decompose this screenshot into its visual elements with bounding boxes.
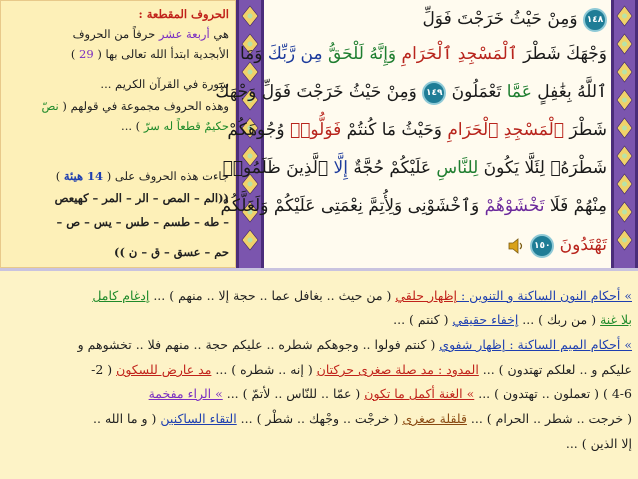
text: ( خرجت .. شطر .. الحرام ) ... <box>466 411 632 426</box>
rule-line-2 <box>6 309 632 331</box>
text: تَعْمَلُونَ <box>451 82 507 102</box>
text: الأبجدية ابتدأ الله تعالى بها ( <box>93 47 229 61</box>
ornament-border-right <box>611 0 638 268</box>
text: – طه – طسم – طس – يس – ص – <box>56 215 229 229</box>
text: ( من ربك ) ... <box>518 312 601 327</box>
panel-line-2 <box>5 47 229 62</box>
panel-line-5 <box>5 119 229 134</box>
text: حرفاً من الحروف <box>72 27 159 41</box>
text: جاءت هذه الحروف على ( <box>103 169 229 183</box>
verse-line-1 <box>268 4 607 34</box>
rule-name: التقاء الساكنين <box>160 411 237 426</box>
text: عَلَيْكُمْ حُجَّةٌ <box>347 158 437 178</box>
panel-line-1 <box>5 27 229 42</box>
panel-line-6 <box>5 169 229 184</box>
text: شَطْرَ <box>564 120 607 140</box>
tajweed-text: إِلَّا <box>333 158 348 178</box>
verse-number-149-icon: ١٤٩ <box>422 81 446 105</box>
rule-name: إدغام كامل <box>92 288 150 303</box>
verse-line-5 <box>222 152 607 184</box>
text: مِنْهُمْ فَلَا <box>544 196 607 216</box>
text: هي <box>209 27 229 41</box>
text: شَطْرَهُۥ لِئَلَّا يَكُونَ <box>478 158 607 178</box>
panel-line-8 <box>5 215 229 230</box>
text: ( خرجْت .. وجْهك .. شطْر ) ... <box>236 411 403 426</box>
rule-name: » الراء مفخمة <box>148 386 223 401</box>
rule-heading: المدود : <box>433 362 479 377</box>
tajweed-rules-panel <box>0 268 638 479</box>
text: ٱلَّذِينَ ظَلَمُوا۟ <box>222 158 334 178</box>
rule-line-7 <box>6 433 632 455</box>
text: ( من حيث .. بغافل عما .. حجة إلا .. منهم ) ... <box>149 288 396 303</box>
rule-name: بلا غنة <box>600 312 632 327</box>
text: إلا الذين ) ... <box>565 436 632 451</box>
tajweed-text: لِلنَّاسِ <box>436 158 479 178</box>
text: وَمَا <box>239 44 268 64</box>
panel-line-3 <box>5 77 229 92</box>
rule-line-6 <box>6 408 632 430</box>
highlight-phrase: نصّ <box>41 99 59 113</box>
rule-name: قلقلة صغرى <box>402 411 467 426</box>
text: ( إنه .. شطره ) ... <box>211 362 317 377</box>
highlight-count: أربعة عشر <box>158 27 210 41</box>
text: ( 2- <box>91 362 117 377</box>
text: ٱللَّهُ بِغَٰفِلٍ <box>531 82 607 102</box>
rule-heading: » أحكام النون الساكنة و التنوين : <box>457 288 632 303</box>
highlight-phrase: حكيمٌ قطعاً له سرّ <box>143 119 229 133</box>
text: ( و ما الله .. <box>93 411 161 426</box>
text: وُجُوهَكُمْ <box>227 120 290 140</box>
verse-number-148-icon: ١٤٨ <box>583 8 607 32</box>
panel-line-7 <box>5 191 229 206</box>
tajweed-text: ٱلْمَسْجِدِ ٱلْحَرَامِ <box>401 44 518 64</box>
rule-heading: » أحكام الميم الساكنة : <box>505 337 632 352</box>
rule-line-1 <box>6 285 632 307</box>
highlight-count: 14 هيئة <box>63 169 104 183</box>
verse-line-3 <box>215 76 607 108</box>
tajweed-text: تَهْتَدُونَ <box>559 235 607 255</box>
rule-name: مد عارض للسكون <box>116 362 212 377</box>
tajweed-text: ٱلْمَسْجِدِ ٱلْحَرَامِ <box>447 120 565 140</box>
panel-title <box>5 7 229 22</box>
text: وَحَيْثُ مَا كُنتُمْ <box>341 120 448 140</box>
rule-line-3 <box>6 334 632 356</box>
text: ( كنتم فولوا .. وجوهكم شطره .. عليكم حجة .. منهم فلا .. تخشوهم و <box>77 337 440 352</box>
text: وهذه الحروف مجموعة في قولهم ( <box>58 99 229 113</box>
text: 4-6 ) ( تعملون .. تهتدون ) ... <box>474 386 632 401</box>
verse-number-150-icon: ١٥٠ <box>530 234 554 258</box>
text: وَجْهَكَ شَطْرَ <box>517 44 607 64</box>
text: وَٱخْشَوْنِى وَلِأُتِمَّ نِعْمَتِى عَلَيْكُمْ وَلَعَلَّكُمْ <box>220 196 485 216</box>
tajweed-text: مِن رَّبِّكَ <box>267 44 323 64</box>
text: حم – عسق – ق – ن )) <box>114 245 229 259</box>
text: عليكم و .. لعلكم تهتدون ) ... <box>478 362 632 377</box>
rule-name: مد صلة صغرى حركتان <box>316 362 434 377</box>
panel-line-4 <box>5 99 229 114</box>
text: ( عمّا .. للنّاس .. لأتمّ ) ... <box>222 386 365 401</box>
tajweed-text: وَإِنَّهُ لَلْحَقُّ <box>322 44 402 64</box>
rule-line-4 <box>6 359 632 381</box>
title-text: الحروف المقطعة : <box>138 7 229 21</box>
speaker-icon[interactable] <box>507 238 525 254</box>
tajweed-text: تَخْشَوْهُمْ <box>484 196 545 216</box>
verse-line-4 <box>227 114 607 146</box>
text: وَمِنْ حَيْثُ خَرَجْتَ فَوَلِّ <box>422 9 578 29</box>
text: ) <box>55 169 64 183</box>
panel-line-9 <box>5 245 229 260</box>
rule-name: إظهار حلقي <box>395 288 457 303</box>
tajweed-text: عَمَّا <box>506 82 532 102</box>
text: ) <box>70 47 80 61</box>
text: ) ... <box>121 119 144 133</box>
rule-name: إخفاء حقيقي <box>452 312 519 327</box>
verse-line-2 <box>239 38 607 70</box>
text: ((الم – المص – الر – المر – كهيعص <box>54 191 229 205</box>
highlight-number: 29 <box>79 47 94 61</box>
letters-explanation-panel <box>0 0 236 268</box>
rule-name: » الغنة أكمل ما تكون <box>364 386 475 401</box>
verse-line-6 <box>220 190 607 222</box>
rule-name: إظهار شفوي <box>439 337 506 352</box>
text: ( كنتم ) ... <box>393 312 453 327</box>
tajweed-text: فَوَلُّوا۟ <box>289 120 342 140</box>
verse-line-7 <box>268 228 607 262</box>
text: سورة في القرآن الكريم ... <box>100 77 229 91</box>
text: وَمِنْ حَيْثُ خَرَجْتَ فَوَلِّ وَجْهَكَ <box>215 82 423 102</box>
rule-line-5 <box>6 383 632 405</box>
